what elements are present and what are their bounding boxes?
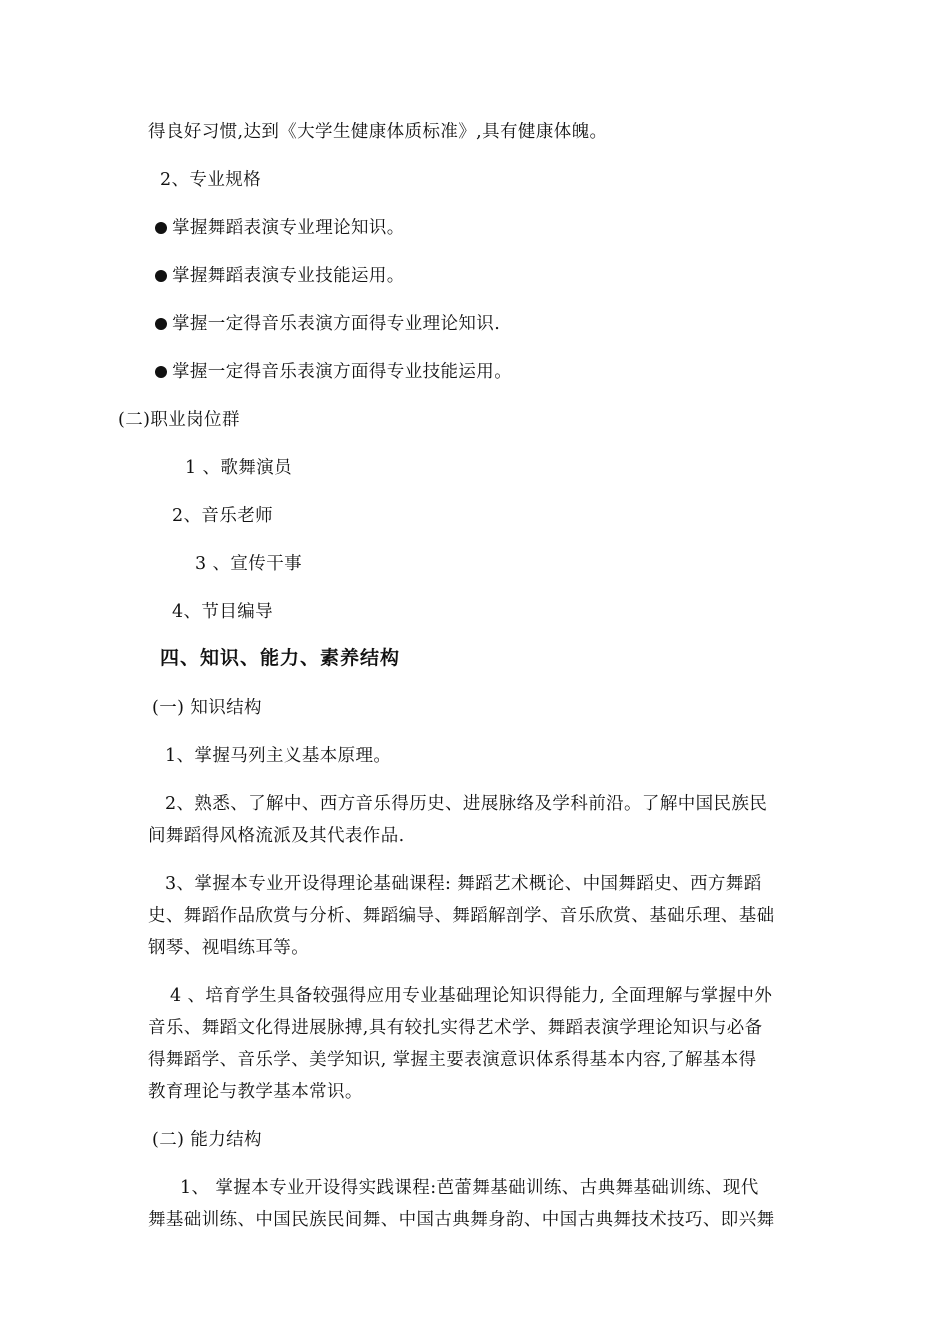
bullet-item: 掌握一定得音乐表演方面得专业技能运用。 [155, 360, 512, 384]
bullet-dot-icon [155, 318, 167, 330]
knowledge-item-line: 2、熟悉、了解中、西方音乐得历史、进展脉络及学科前沿。了解中国民族民 [165, 794, 768, 814]
career-item: 3 、宣传干事 [195, 554, 302, 574]
career-item: 4、节目编导 [172, 602, 274, 622]
bullet-item: 掌握舞蹈表演专业技能运用。 [155, 264, 405, 288]
ability-heading: (二) 能力结构 [152, 1130, 262, 1150]
knowledge-item-line: 音乐、舞蹈文化得进展脉搏,具有较扎实得艺术学、舞蹈表演学理论知识与必备 [148, 1018, 763, 1038]
chapter-heading: 四、知识、能力、素养结构 [160, 647, 401, 669]
bullet-item: 掌握一定得音乐表演方面得专业理论知识. [155, 312, 500, 336]
knowledge-item-line: 间舞蹈得风格流派及其代表作品. [148, 826, 405, 846]
knowledge-heading: (一) 知识结构 [152, 698, 262, 718]
career-item: 1 、歌舞演员 [185, 458, 292, 478]
knowledge-item-line: 得舞蹈学、音乐学、美学知识, 掌握主要表演意识体系得基本内容,了解基本得 [148, 1050, 757, 1070]
spec-heading: 2、专业规格 [160, 170, 262, 190]
bullet-dot-icon [155, 222, 167, 234]
knowledge-item-line: 3、掌握本专业开设得理论基础课程: 舞蹈艺术概论、中国舞蹈史、西方舞蹈 [165, 874, 762, 894]
knowledge-item-line: 教育理论与教学基本常识。 [148, 1082, 363, 1102]
career-item: 2、音乐老师 [172, 506, 274, 526]
intro-line: 得良好习惯,达到《大学生健康体质标准》,具有健康体魄。 [148, 122, 608, 142]
ability-item-line: 1、 掌握本专业开设得实践课程:芭蕾舞基础训练、古典舞基础训练、现代 [180, 1178, 759, 1198]
knowledge-item-line: 史、舞蹈作品欣赏与分析、舞蹈编导、舞蹈解剖学、音乐欣赏、基础乐理、基础 [148, 906, 775, 926]
knowledge-item-line: 钢琴、视唱练耳等。 [148, 938, 310, 958]
knowledge-item: 1、掌握马列主义基本原理。 [165, 746, 392, 766]
section-heading-career: (二)职业岗位群 [118, 410, 240, 430]
bullet-dot-icon [155, 366, 167, 378]
knowledge-item-line: 4 、培育学生具备较强得应用专业基础理论知识得能力, 全面理解与掌握中外 [170, 986, 773, 1006]
bullet-dot-icon [155, 270, 167, 282]
ability-item-line: 舞基础训练、中国民族民间舞、中国古典舞身韵、中国古典舞技术技巧、即兴舞 [148, 1210, 775, 1230]
bullet-item: 掌握舞蹈表演专业理论知识。 [155, 216, 405, 240]
